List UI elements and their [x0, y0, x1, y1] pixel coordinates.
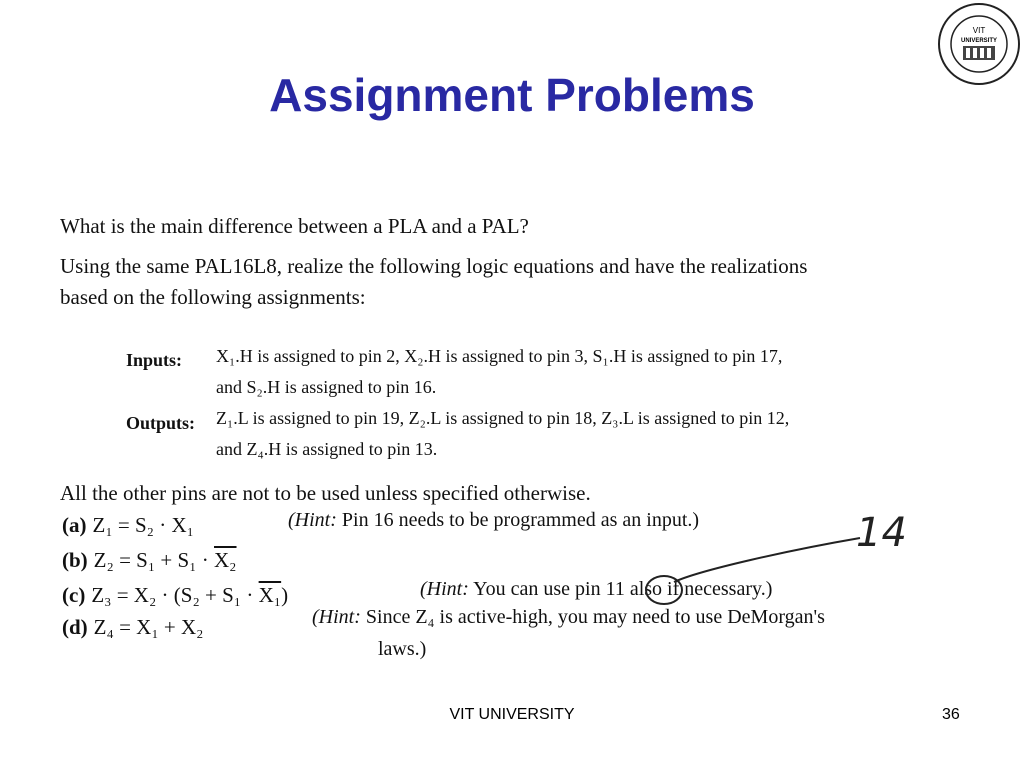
- hint-c-label: (Hint:: [420, 578, 469, 600]
- hint-a: [288, 509, 699, 532]
- hint-a-text: Pin 16 needs to be programmed as an input.): [341, 509, 700, 531]
- inputs-line-1: X₁.H is assigned to pin 2, X₂.H is assigned to pin 3, S₁.H is assigned to pin 17,: [216, 346, 783, 366]
- question-2-line-2: based on the following assignments:: [60, 285, 366, 309]
- equation-c-complement: X₁: [258, 583, 282, 607]
- equation-b-label: (b): [62, 548, 88, 572]
- hint-d-text: Since Z₄ is active-high, you may need to use DeMorgan's: [365, 606, 825, 628]
- outputs-line-2: and Z₄.H is assigned to pin 13.: [216, 439, 438, 459]
- hint-a-label: (Hint:: [288, 509, 337, 531]
- hint-c-text: You can use pin 11 also if necessary.): [473, 578, 773, 600]
- equation-c-close: ): [281, 583, 289, 607]
- question-1: What is the main difference between a PLA and a PAL?: [60, 214, 529, 238]
- logo-university-text: UNIVERSITY: [960, 38, 998, 44]
- inputs-label: Inputs:: [126, 350, 183, 370]
- equation-c: [62, 583, 288, 608]
- equation-a: [62, 513, 194, 538]
- equation-b: [62, 548, 237, 573]
- outputs-line-1: Z₁.L is assigned to pin 19, Z₂.L is assigned to pin 18, Z₃.L is assigned to pin 12,: [216, 408, 790, 428]
- equation-d-expr: Z₄ = X₁ + X₂: [93, 615, 204, 639]
- hint-d-continued: laws.): [378, 638, 427, 660]
- equation-d: [62, 615, 203, 640]
- equation-d-label: (d): [62, 615, 88, 639]
- equation-a-label: (a): [62, 513, 87, 537]
- slide-number: 36: [942, 706, 960, 723]
- equation-b-expr: Z₂ = S₁ + S₁ ·: [93, 548, 215, 572]
- equation-c-label: (c): [62, 583, 86, 607]
- equation-b-complement: X₂: [214, 548, 237, 572]
- equation-c-expr: Z₃ = X₂ · (S₂ + S₁ ·: [91, 583, 259, 607]
- handwritten-annotation-line: [640, 530, 870, 610]
- hint-d-label: (Hint:: [312, 606, 361, 628]
- vit-logo: [937, 2, 1021, 86]
- equation-a-expr: Z₁ = S₂ · X₁: [92, 513, 194, 537]
- slide-title: Assignment Problems: [269, 69, 755, 121]
- outputs-label: Outputs:: [126, 413, 196, 433]
- logo-vit-text: VIT: [972, 26, 986, 35]
- inputs-line-2: and S₂.H is assigned to pin 16.: [216, 377, 437, 397]
- question-2-line-1: Using the same PAL16L8, realize the following logic equations and have the realizations: [60, 254, 808, 278]
- footer-university: VIT UNIVERSITY: [449, 706, 575, 723]
- handwritten-pin-number: 14: [856, 510, 907, 556]
- all-other-pins-note: All the other pins are not to be used unless specified otherwise.: [60, 481, 591, 505]
